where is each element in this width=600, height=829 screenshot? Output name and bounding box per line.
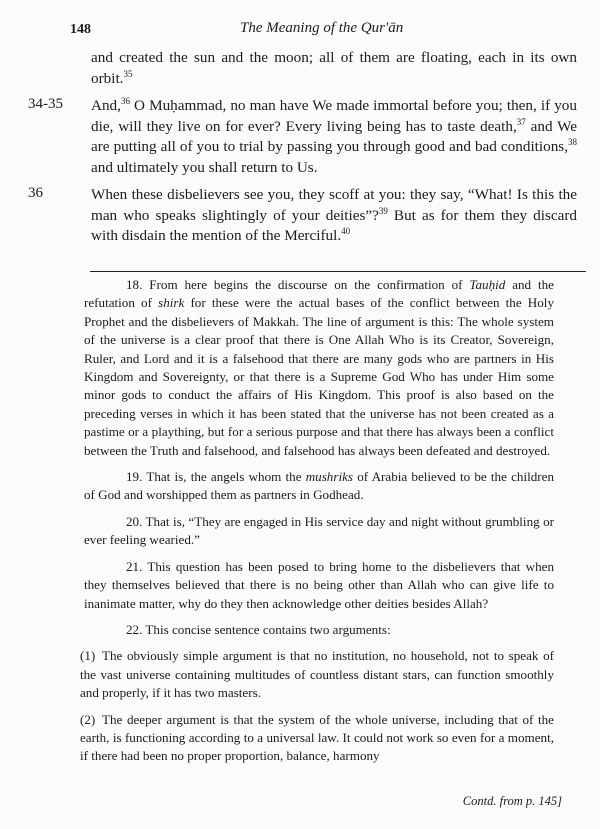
footnote-ref: 37 (516, 116, 526, 127)
note-term: mushriks (305, 469, 353, 485)
footnote-ref: 40 (341, 225, 351, 236)
note-18 (84, 276, 554, 460)
note-20: 20. That is, “They are engaged in His service day and night without grumbling or ever feeling wearied.” (84, 513, 554, 548)
verse-36 (28, 185, 584, 247)
verse-number: 36 (28, 185, 43, 201)
footnote-ref: 35 (123, 68, 133, 79)
verse-translation (28, 48, 584, 254)
verse-number: 34-35 (28, 96, 63, 112)
footnote-ref: 36 (120, 95, 130, 106)
verse-text-part: O Muḥammad, no man have We made immortal before you; then, if you die, will they live on for ever? Every living being has to taste death, (91, 97, 577, 135)
note-19 (84, 468, 554, 505)
verse-text-part: and ultimately you shall return to Us. (91, 158, 318, 176)
note-text: 19. That is, the angels whom the (126, 469, 306, 485)
note-22-item-2 (80, 711, 554, 766)
verse-text (91, 48, 577, 89)
note-text: for these were the actual bases of the conflict between the Holy Prophet and the disbelievers of Makkah. The line of argument is this: The whole system of the universe is a clear proof that there is One Allah Who is its Creator, Sovereign, Ruler, and Lord and it is a falsehood that there are many gods who are partners in His Kingdom and Sovereignty, or that there is a Supreme God Who has under Him some minor gods to conduct the affairs of His Kingdom. This proof is also based on the preceding verses in which it has been stated that the universe has not been created as a pastime or a plaything, but for a serious purpose and that there has always been a conflict between the Truth and falsehood, and falsehood has always been defeated and destroyed. (84, 295, 554, 458)
continued-note: Contd. from p. 145] (462, 794, 562, 808)
footnotes (80, 276, 554, 774)
page-number: 148 (70, 22, 91, 37)
item-marker: (2) (80, 711, 96, 727)
running-title: The Meaning of the Qur'ān (240, 20, 404, 36)
note-text: The obviously simple argument is that no institution, no household, not to speak of the vast universe containing multitudes of countless distant stars, can function smoothly and properly, if it has two masters. (80, 648, 554, 701)
verse-continuation (28, 48, 584, 89)
note-text: and the refutation of (84, 277, 554, 311)
item-marker: (1) (80, 648, 96, 664)
footnote-ref: 39 (378, 205, 388, 216)
note-term: shirk (158, 295, 185, 311)
note-22: 22. This concise sentence contains two arguments: (126, 621, 391, 637)
verse-34-35 (28, 96, 584, 178)
note-text: of Arabia believed to be the children of God and worshipped them as partners in Godhead. (84, 469, 554, 503)
verse-text-part: When these disbelievers see you, they scoff at you: they say, “What! Is this the man who speaks slightingly of your deities”? (91, 186, 577, 224)
note-text: The deeper argument is that the system of the whole universe, including that of the earth, is functioning according to a universal law. It could not work so even for a moment, if there had been no proper proportion, balance, harmony (80, 711, 554, 764)
footnote-ref: 38 (568, 136, 577, 147)
verse-text-part: and created the sun and the moon; all of them are floating, each in its own orbit. (91, 49, 577, 87)
footnote-divider (90, 271, 586, 272)
verse-text (91, 185, 577, 247)
note-term: Tauḥid (469, 277, 506, 292)
note-text: 18. From here begins the discourse on the confirmation of (126, 277, 470, 292)
note-22-item-1 (80, 647, 554, 702)
page-header (70, 20, 580, 42)
note-21: 21. This question has been posed to bring home to the disbelievers that when they themselves believed that there is no being other than Allah who can give life to inanimate matter, why do they then acknowledge other deities besides Allah? (84, 558, 554, 611)
verse-text-part: And, (91, 97, 121, 114)
verse-text (91, 96, 577, 178)
verse-text-part: and We are putting all of you to trial by passing you through good and bad conditions, (91, 117, 577, 155)
verse-text-part: But as for them they discard with disdain the mention of the Merciful. (91, 206, 577, 244)
